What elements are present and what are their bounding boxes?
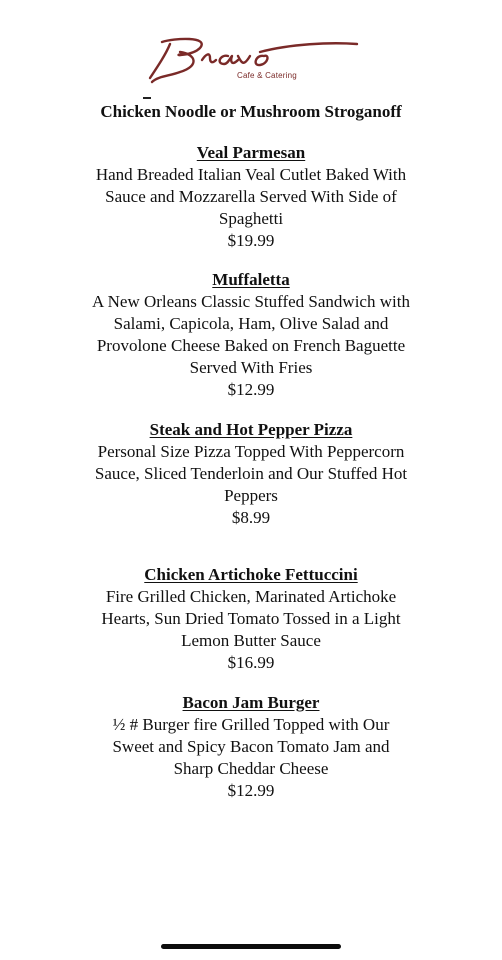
item-name: Muffaletta	[212, 270, 290, 289]
item-description-line: Fire Grilled Chicken, Marinated Artichoke	[105, 587, 397, 606]
item-price: $12.99	[227, 380, 275, 399]
item-description-line: Salami, Capicola, Ham, Olive Salad and	[113, 314, 389, 333]
item-name: Chicken Artichoke Fettuccini	[144, 565, 358, 584]
item-description-line: Sauce, Sliced Tenderloin and Our Stuffed Hot	[94, 464, 408, 483]
menu-item-veal-parmesan	[40, 142, 462, 252]
item-name: Bacon Jam Burger	[182, 693, 320, 712]
item-price: $12.99	[227, 781, 275, 800]
item-description-line: Sharp Cheddar Cheese	[173, 759, 329, 778]
item-price: $19.99	[227, 231, 275, 250]
item-description-line: Personal Size Pizza Topped With Peppercorn	[97, 442, 405, 461]
bravo-logo	[0, 30, 502, 100]
item-description-line: Served With Fries	[189, 358, 313, 377]
item-description-line: Provolone Cheese Baked on French Baguette	[96, 336, 406, 355]
menu-item-bacon-jam-burger	[40, 692, 462, 802]
menu-item-steak-pizza	[40, 419, 462, 529]
logo-tagline: Cafe & Catering	[237, 71, 297, 80]
item-description-line: Sweet and Spicy Bacon Tomato Jam and	[112, 737, 390, 756]
dash-mark	[143, 97, 151, 99]
item-price: $8.99	[231, 508, 271, 527]
item-description-line: Lemon Butter Sauce	[181, 631, 321, 650]
item-description-line: ½ # Burger fire Grilled Topped with Our	[112, 715, 390, 734]
item-price: $16.99	[227, 653, 275, 672]
menu-item-muffaletta	[40, 269, 462, 401]
menu-item-chicken-fettuccini	[40, 564, 462, 674]
item-description-line: A New Orleans Classic Stuffed Sandwich with	[92, 292, 410, 311]
item-description-line: Hand Breaded Italian Veal Cutlet Baked With	[95, 165, 407, 184]
item-name: Veal Parmesan	[196, 143, 306, 162]
item-description-line: Spaghetti	[218, 209, 284, 228]
item-description-line: Sauce and Mozzarella Served With Side of	[105, 187, 397, 206]
item-name: Steak and Hot Pepper Pizza	[149, 420, 353, 439]
soup-of-the-day: Chicken Noodle or Mushroom Stroganoff	[100, 102, 402, 121]
item-description-line: Peppers	[224, 486, 278, 505]
home-indicator-bar[interactable]	[161, 944, 341, 949]
item-description-line: Hearts, Sun Dried Tomato Tossed in a Light	[101, 609, 401, 628]
